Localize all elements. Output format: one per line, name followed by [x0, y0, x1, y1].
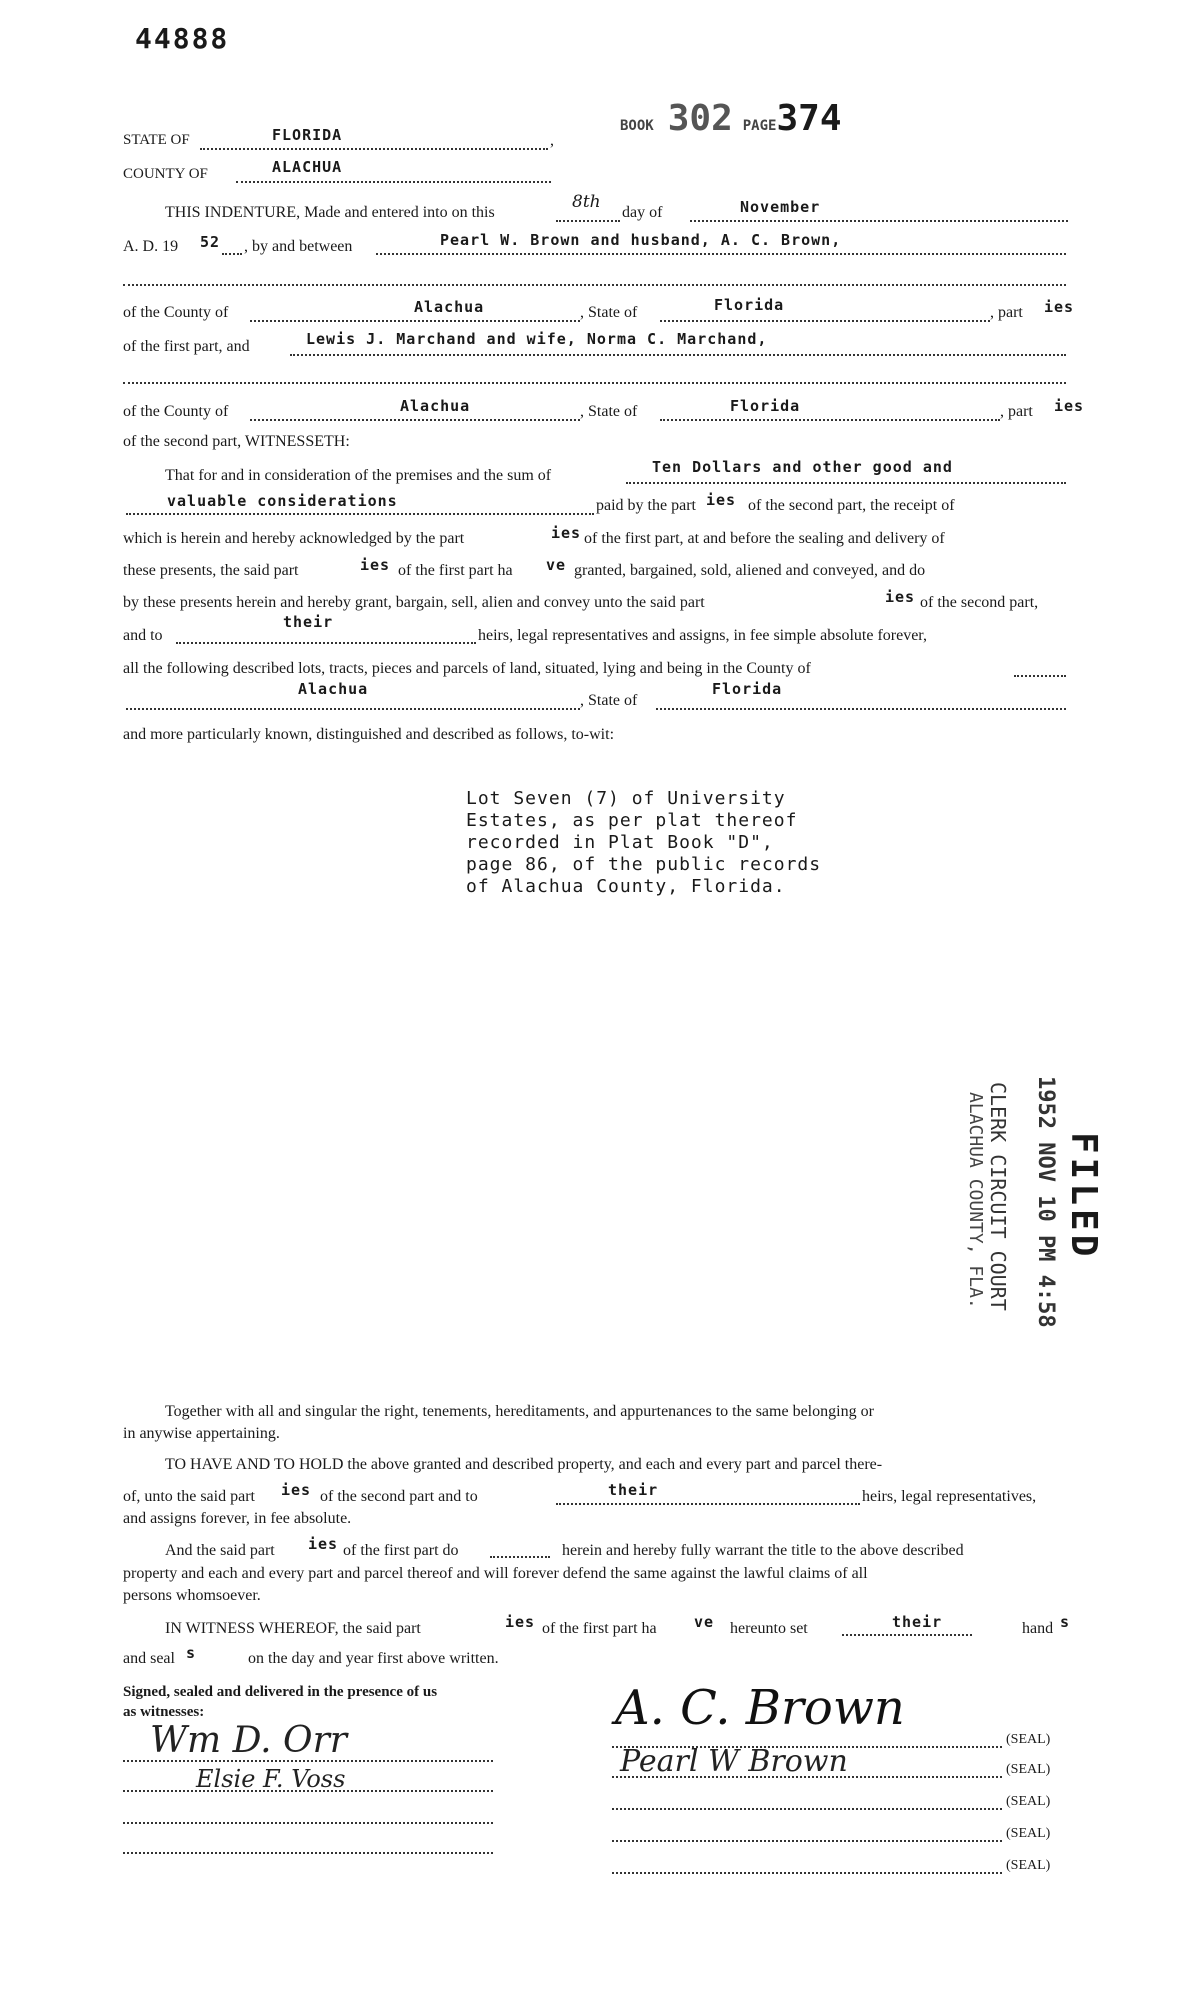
first-county-label: of the County of [123, 304, 229, 321]
habendum-p1b: in anywise appertaining. [123, 1425, 280, 1442]
habendum-p2b-suffix: ies [281, 1481, 312, 1499]
line-5-suffix: ies [885, 588, 916, 606]
first-part-and-label: of the first part, and [123, 338, 250, 355]
habendum-seal-suffix: s [186, 1644, 197, 1662]
filed-stamp-county: ALACHUA COUNTY, FLA. [965, 1092, 986, 1309]
habendum-p3a-a: And the said part [165, 1542, 275, 1559]
state-label: STATE OF [123, 132, 190, 148]
second-part-label: , part [1000, 403, 1033, 420]
hand-dots [842, 1634, 972, 1636]
first-state-value: Florida [714, 296, 785, 314]
amount-b: valuable considerations [167, 492, 398, 510]
second-party-dots [290, 354, 1066, 356]
blank-line-2 [123, 382, 1066, 384]
county-value: ALACHUA [272, 158, 343, 176]
line-4-have-suffix: ve [546, 556, 567, 574]
land-county-value: Alachua [298, 680, 369, 698]
book-page-reference [620, 98, 842, 139]
first-part-suffix: ies [1044, 298, 1075, 316]
witnesseth-label: of the second part, WITNESSETH: [123, 433, 350, 450]
habendum-p4a-have: ve [694, 1613, 715, 1631]
signer-line-4 [612, 1840, 1002, 1842]
second-county-value: Alachua [400, 397, 471, 415]
first-party-dots [376, 253, 1066, 255]
habendum-p1a: Together with all and singular the right, tenements, hereditaments, and appurtenances to the same belonging or [165, 1403, 874, 1420]
consideration-line-4c: granted, bargained, sold, aliened and conveyed, and do [574, 562, 926, 579]
habendum-p3b: property and each and every part and parcel thereof and will forever defend the same against the lawful claims of all [123, 1565, 868, 1582]
filed-stamp-datetime: 1952 NOV 10 PM 4:58 [1033, 1076, 1058, 1328]
consideration-line-3a: which is herein and hereby acknowledged by the part [123, 530, 465, 547]
legal-line-2: Estates, as per plat thereof [466, 810, 798, 831]
county-label: COUNTY OF [123, 166, 208, 182]
second-state-value: Florida [730, 397, 801, 415]
book-number: 302 [667, 98, 733, 139]
habendum-p3a-suffix: ies [308, 1535, 339, 1553]
habendum-p4b-a: and seal [123, 1650, 175, 1667]
paid-by-label: paid by the part [596, 497, 696, 514]
first-state-label: , State of [580, 304, 638, 321]
document-number: 44888 [135, 22, 230, 55]
seal-label-4: (SEAL) [1006, 1826, 1051, 1841]
presence-line-2: as witnesses: [123, 1704, 205, 1720]
indenture-intro: THIS INDENTURE, Made and entered into on this [165, 204, 495, 221]
signer-1-signature: A. C. Brown [615, 1680, 905, 1736]
day-of-label: day of [622, 204, 663, 221]
second-party-name: Lewis J. Marchand and wife, Norma C. Marchand, [306, 330, 768, 348]
first-state-dots [660, 320, 990, 322]
habendum-p4a-suffix: ies [505, 1613, 536, 1631]
page-label: PAGE [742, 118, 777, 134]
day-value: 8th [572, 192, 601, 212]
ad-label: A. D. 19 [123, 238, 179, 255]
seal-label-5: (SEAL) [1006, 1858, 1051, 1873]
presence-line-1: Signed, sealed and delivered in the presence of us [123, 1684, 438, 1700]
legal-line-4: page 86, of the public records [466, 854, 822, 875]
first-part-label: , part [990, 304, 1023, 321]
legal-description [466, 788, 821, 898]
consideration-line-4a: these presents, the said part [123, 562, 299, 579]
blank-line-1 [123, 284, 1066, 286]
habendum-p2b-b: of the second part and to [320, 1488, 478, 1505]
consideration-line-1: That for and in consideration of the premises and the sum of [165, 467, 552, 484]
habendum-heirs-dots [556, 1503, 860, 1505]
signer-line-5 [612, 1872, 1002, 1874]
witness-line-3 [123, 1822, 493, 1824]
page-number: 374 [776, 98, 842, 139]
habendum-their-hand: their [892, 1613, 943, 1631]
consideration-line-5a: by these presents herein and hereby grant, bargain, sell, alien and convey unto the said part [123, 594, 705, 611]
seal-label-3: (SEAL) [1006, 1794, 1051, 1809]
seal-label-1: (SEAL) [1006, 1732, 1051, 1747]
habendum-p4a-a: IN WITNESS WHEREOF, the said part [165, 1620, 421, 1637]
habendum-p3c: persons whomsoever. [123, 1587, 261, 1604]
year-dots [222, 253, 242, 255]
county-dots [236, 181, 551, 183]
consideration-line-3b: of the first part, at and before the sealing and delivery of [584, 530, 945, 547]
land-state-value: Florida [712, 680, 783, 698]
state-comma: , [550, 132, 554, 149]
second-county-dots [250, 419, 580, 421]
year-value: 52 [200, 233, 221, 251]
filed-stamp-title: FILED [1063, 1132, 1104, 1261]
habendum-heirs-of: their [608, 1481, 659, 1499]
first-county-dots [250, 320, 580, 322]
habendum-p4a-d: hand [1022, 1620, 1054, 1637]
amount-a: Ten Dollars and other good and [652, 458, 953, 476]
witness-2-signature: Elsie F. Voss [196, 1765, 346, 1793]
second-county-label: of the County of [123, 403, 229, 420]
month-dots [690, 220, 1068, 222]
signer-line-3 [612, 1808, 1002, 1810]
consideration-line-4b: of the first part ha [398, 562, 513, 579]
consideration-line-7: all the following described lots, tracts, pieces and parcels of land, situated, lying and being in the County of [123, 660, 811, 677]
habendum-p2b-a: of, unto the said part [123, 1488, 255, 1505]
paid-by-suffix: ies [706, 491, 737, 509]
seal-label-2: (SEAL) [1006, 1762, 1051, 1777]
second-part-suffix: ies [1054, 397, 1085, 415]
heirs-of-value: their [283, 613, 334, 631]
state-value: FLORIDA [272, 126, 343, 144]
land-county-dots [126, 708, 580, 710]
line-3-suffix: ies [551, 524, 582, 542]
habendum-p2c: and assigns forever, in fee absolute. [123, 1510, 352, 1527]
day-dots [556, 220, 620, 222]
habendum-p2b-c: heirs, legal representatives, [862, 1488, 1037, 1505]
habendum-p4a-b: of the first part ha [542, 1620, 657, 1637]
consideration-line-6a: and to [123, 627, 163, 644]
first-county-value: Alachua [414, 298, 485, 316]
first-party-name: Pearl W. Brown and husband, A. C. Brown, [440, 231, 842, 249]
consideration-line-6b: heirs, legal representatives and assigns, in fee simple absolute forever, [478, 627, 927, 644]
habendum-hand-suffix: s [1060, 1613, 1071, 1631]
witness-line-4 [123, 1852, 493, 1854]
consideration-line-9: and more particularly known, distinguished and described as follows, to-wit: [123, 726, 615, 743]
second-state-label: , State of [580, 403, 638, 420]
legal-line-3: recorded in Plat Book "D", [466, 832, 774, 853]
by-between-label: , by and between [244, 238, 353, 255]
filed-stamp-clerk: CLERK CIRCUIT COURT [986, 1082, 1010, 1311]
state-dots [200, 148, 548, 150]
book-label: BOOK [620, 118, 654, 134]
legal-line-5: of Alachua County, Florida. [466, 876, 786, 897]
second-state-dots [660, 419, 1000, 421]
signer-2-signature: Pearl W Brown [620, 1744, 848, 1779]
land-state-dots [656, 708, 1066, 710]
line-4-suffix: ies [360, 556, 391, 574]
habendum-p2a: TO HAVE AND TO HOLD the above granted and described property, and each and every part and parcel there- [165, 1456, 883, 1473]
habendum-p4a-c: hereunto set [730, 1620, 808, 1637]
consideration-line-5b: of the second part, [920, 594, 1039, 611]
habendum-p3a-b: of the first part do [343, 1542, 459, 1559]
paid-by-rest: of the second part, the receipt of [748, 497, 955, 514]
witness-1-signature: Wm D. Orr [150, 1720, 347, 1761]
month-value: November [740, 198, 821, 216]
amount-dots-b [126, 513, 594, 515]
habendum-p4b-b: on the day and year first above written. [248, 1650, 499, 1667]
legal-line-1: Lot Seven (7) of University [466, 788, 786, 809]
habendum-p3a-c: herein and hereby fully warrant the title to the above described [562, 1542, 964, 1559]
habendum-do-dots [490, 1556, 550, 1558]
amount-dots-a [626, 482, 1066, 484]
heirs-dots [176, 642, 476, 644]
county-of-land-dots [1014, 675, 1066, 677]
land-state-label: , State of [580, 692, 638, 709]
